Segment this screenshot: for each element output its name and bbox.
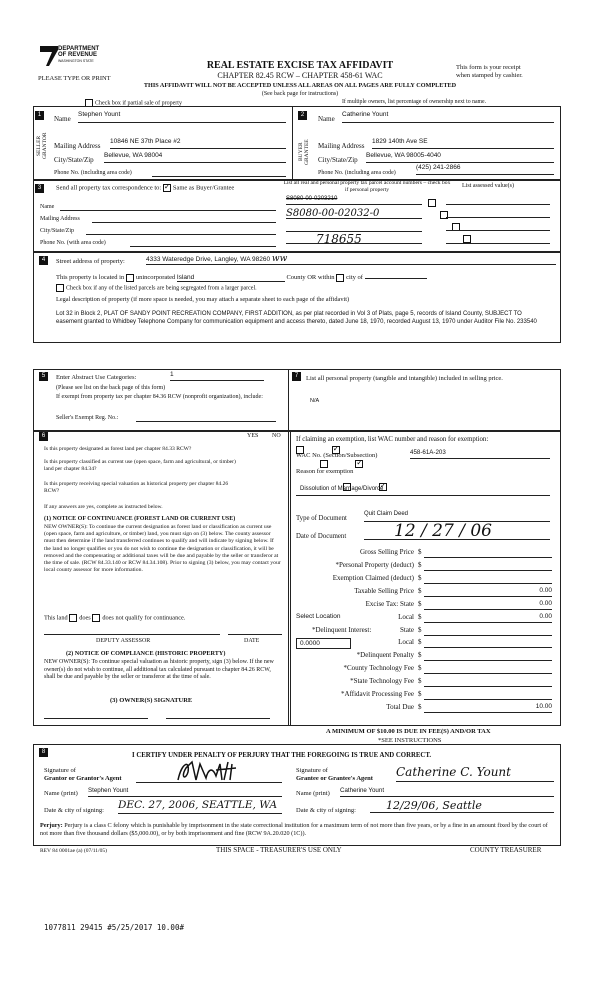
location-row: [56, 272, 427, 282]
parcel-row-4[interactable]: 718655: [286, 234, 422, 244]
exemption-claim-label: If claiming an exemption, list WAC number and reason for exemption:: [296, 436, 489, 443]
grantee-date-label: Date & city of signing:: [296, 807, 356, 814]
corr-mailing-field[interactable]: [92, 213, 276, 223]
fee-affidavit: [292, 690, 554, 701]
segregated-checkbox[interactable]: [56, 284, 64, 292]
buyer-phone-field[interactable]: (425) 241-2866: [416, 164, 554, 175]
perjury-text: Perjury is a class C felony which is punishable by imprisonment in the state correctional institution for a maximum term of not more than five years, or by a fine in an amount fixed by the court of not more than five thousand dollars ($5,000.00), or by both imprisonment and fine (RCW 9A.20.020 (1C)).: [40, 822, 548, 837]
this-land-label: This land: [44, 614, 68, 622]
wac-field[interactable]: 458-61A-203: [410, 449, 550, 459]
fee-total-dollar: $: [418, 703, 422, 711]
abstract-label: Enter Abstract Use Categories:: [56, 374, 137, 381]
reason-line: [296, 494, 550, 496]
question-forest: Is this property designated as forest land per chapter 84.33 RCW?: [44, 446, 192, 452]
fee-excise-state-dollar: $: [418, 600, 422, 608]
fee-total: [292, 703, 554, 714]
see-instructions: *SEE INSTRUCTIONS: [378, 737, 442, 744]
seller-mailing-label: Mailing Address: [54, 142, 101, 150]
parcel-row-2[interactable]: S8080-00-02032-0: [286, 208, 422, 219]
fee-state-tech-label: *State Technology Fee: [350, 677, 414, 685]
grantee-print-field[interactable]: Catherine Yount: [340, 787, 554, 797]
fee-exemption-label: Exemption Claimed (deduct): [332, 574, 414, 582]
fee-exemption-dollar: $: [418, 574, 422, 582]
section-7-badge: 7: [292, 372, 301, 381]
land-use-box: [33, 430, 291, 726]
fee-penalty: [292, 651, 554, 662]
grantor-signature: [172, 758, 252, 784]
buyer-city-label: City/State/Zip: [318, 156, 358, 164]
personal-property-label: List all personal property (tangible and intangible) included in selling price.: [306, 375, 503, 382]
assessed-header: List assessed value(s): [462, 183, 514, 189]
reason-value[interactable]: Dissolution of Marriage/Divorce: [300, 486, 384, 492]
seller-name-field[interactable]: Stephen Yount: [78, 111, 286, 123]
same-as-buyer-label: Same as Buyer/Grantee: [172, 184, 235, 192]
seller-name-label: Name: [54, 115, 71, 123]
fee-excise-state: [292, 600, 554, 611]
fee-penalty-dollar: $: [418, 651, 422, 659]
owner-sig-line-2[interactable]: [166, 712, 270, 719]
exempt-reg-label: Seller's Exempt Reg. No.:: [56, 415, 119, 421]
question-current-use: Is this property classified as current use (open space, farm and agricultural, or timber) land per chapter 84.34?: [44, 459, 236, 472]
does-label: does: [79, 614, 91, 622]
grantor-sig-label-2: Grantor or Grantor's Agent: [44, 775, 122, 782]
unincorporated-label: unincorporated: [135, 274, 176, 281]
qualify-row: [44, 614, 185, 622]
buyer-name-field[interactable]: Catherine Yount: [342, 111, 554, 123]
fee-delinquent-state-dollar: $: [418, 626, 422, 634]
grantor-date-field[interactable]: DEC. 27, 2006, SEATTLE, WA: [118, 798, 282, 814]
fee-county-tech-field[interactable]: [424, 664, 552, 674]
buyer-phone-label: Phone No. (including area code): [318, 170, 396, 176]
section-3-badge: 3: [35, 184, 44, 193]
answers-note: If any answers are yes, complete as instructed below.: [44, 504, 163, 510]
fee-delinquent-local: [292, 638, 554, 649]
grantee-print-label: Name (print): [296, 790, 330, 797]
fee-exemption-field[interactable]: [424, 574, 552, 584]
corr-mailing-label: Mailing Address: [40, 216, 80, 222]
partial-sale-label: Check box if partial sale of property: [95, 100, 182, 107]
parties-divider: [292, 106, 293, 179]
select-location-dropdown[interactable]: Select Location: [296, 613, 341, 620]
fee-gross-label: Gross Selling Price: [359, 548, 414, 556]
fee-local-label: Local: [398, 613, 414, 621]
form-number: REV 84 0001ae (a) (07/11/05): [40, 848, 107, 854]
fee-personal-dollar: $: [418, 561, 422, 569]
fee-delinquent-local-dollar: $: [418, 638, 422, 646]
corr-name-field[interactable]: [60, 201, 276, 211]
doc-date-field[interactable]: 12 / 27 / 06: [364, 522, 550, 540]
fee-delinquent-state-label: State: [400, 626, 414, 634]
assessed-row-3[interactable]: [446, 222, 550, 231]
street-value: 4333 Wateredge Drive, Langley, WA 98260: [146, 256, 271, 263]
fee-county-tech-label: *County Technology Fee: [343, 664, 414, 672]
continuance-text: NEW OWNER(S): To continue the current designation as forest land or classification as current use (open space, farm and agriculture, or timber) land, you must sign on (3) below. The county assessor must then determine if the land transferred continues to qualify and will indicate by signing below. If the land no longer qualifies or you do not wish to continue the designation or classification, it will be removed and the compensating or additional taxes will be due and payable by the seller or transferor at the time of sale. (RCW 84.33.140 or RCW 84.34.108). Prior to signing (3) below, you may contact your local county assessor for more information.: [44, 524, 281, 574]
fee-excise-state-field[interactable]: 0.00: [424, 600, 552, 610]
fee-personal-label: *Personal Property (deduct): [335, 561, 414, 569]
yes-header: YES: [247, 433, 259, 439]
grantee-date-field[interactable]: 12/29/06, Seattle: [370, 798, 554, 813]
agency-line1: DEPARTMENT: [58, 46, 100, 52]
compliance-text: NEW OWNER(S): To continue special valuation as historic property, sign (3) below. If the new owner(s) do not wish to continue, all additional tax calculated pursuant to chapter 84.26 RCW, shall be due and payable by the seller or transferor at the time of sale.: [44, 659, 274, 680]
buyer-side-label: BUYER GRANTEE: [298, 139, 310, 165]
city-of-checkbox[interactable]: [336, 274, 344, 282]
grantor-date-label: Date & city of signing:: [44, 807, 104, 814]
fee-total-label: Total Due: [386, 703, 414, 711]
section-6-badge: 6: [39, 432, 48, 441]
wac-label: WAC No. (Section/Subsection): [296, 452, 378, 459]
abstract-field[interactable]: 1: [170, 371, 264, 381]
deputy-sig-line[interactable]: [44, 628, 220, 635]
segregated-row: [56, 284, 257, 292]
perjury-title: Perjury:: [40, 822, 63, 829]
grantor-sig-label-1: Signature of: [44, 767, 76, 774]
delinquent-interest-label: *Delinquent Interest:: [312, 626, 372, 634]
grantor-signature-field[interactable]: [136, 772, 282, 783]
same-as-buyer-checkbox[interactable]: [163, 184, 171, 192]
fee-delinquent-local-label: Local: [398, 638, 414, 646]
deputy-date-label: DATE: [244, 638, 260, 644]
parcel-row-3[interactable]: [286, 222, 422, 232]
section-4-badge: 4: [39, 256, 48, 265]
deputy-label: DEPUTY ASSESSOR: [96, 638, 151, 644]
form-chapter: CHAPTER 82.45 RCW – CHAPTER 458-61 WAC: [217, 71, 383, 80]
recording-stamp: 1077811 29415 #5/25/2017 10.00#: [44, 923, 184, 932]
fee-total-field[interactable]: 10.00: [424, 703, 552, 713]
fee-local-dollar: $: [418, 613, 422, 621]
seller-side-label: SELLER GRANTOR: [36, 132, 48, 160]
city-of-label: city of: [346, 274, 363, 281]
seller-phone-label: Phone No. (including area code): [54, 170, 132, 176]
treasurer-space: THIS SPACE - TREASURER'S USE ONLY: [216, 846, 342, 854]
fee-state-tech-dollar: $: [418, 677, 422, 685]
interest-rate-box[interactable]: 0.0000: [296, 638, 351, 649]
question-historic: Is this property receiving special valuation as historical property per chapter 84.26 RCW?: [44, 481, 229, 494]
no-header: NO: [272, 433, 281, 439]
fee-taxable-label: Taxable Selling Price: [354, 587, 414, 595]
fee-local: [292, 613, 554, 624]
grantee-sig-label-1: Signature of: [296, 767, 328, 774]
parcel-row-1[interactable]: S8080-00-0203210: [286, 196, 422, 205]
county-treasurer: COUNTY TREASURER: [470, 846, 542, 854]
city-of-field[interactable]: [365, 272, 427, 279]
parcel-header: List all real and personal property tax parcel account numbers – check box if personal property: [283, 180, 451, 193]
fee-gross-dollar: $: [418, 548, 422, 556]
parcel-1-checkbox[interactable]: [428, 199, 436, 207]
fee-penalty-field[interactable]: [424, 651, 552, 661]
fee-penalty-label: *Delinquent Penalty: [356, 651, 414, 659]
section-2-badge: 2: [298, 111, 307, 120]
correspondence-label-row: [56, 184, 234, 192]
segregated-label: Check box if any of the listed parcels are being segregated from a larger parcel.: [66, 285, 257, 292]
multiple-owners-note: If multiple owners, list percentage of ownership next to name.: [342, 99, 487, 105]
back-page-note: (See back page for instructions): [261, 91, 339, 97]
street-extra: ww: [271, 254, 288, 264]
abstract-note-2: If exempt from property tax per chapter 84.36 RCW (nonprofit organization), include:: [56, 394, 263, 400]
fee-excise-state-label: Excise Tax: State: [365, 600, 414, 608]
buyer-name-label: Name: [318, 115, 335, 123]
doc-type-field[interactable]: Quit Claim Deed: [364, 511, 550, 522]
fee-affidavit-field[interactable]: [424, 690, 552, 700]
grantor-print-field[interactable]: Stephen Yount: [88, 787, 282, 797]
form-title: REAL ESTATE EXCISE TAX AFFIDAVIT: [206, 60, 394, 71]
owner-sig-title: (3) OWNER(S) SIGNATURE: [110, 697, 193, 704]
fee-gross: [292, 548, 554, 559]
county-field[interactable]: Island: [177, 274, 285, 282]
assessed-row-4[interactable]: [446, 235, 550, 244]
fee-county-tech: [292, 664, 554, 675]
perjury-note: [40, 822, 554, 838]
fee-affidavit-label: *Affidavit Processing Fee: [341, 690, 414, 698]
legal-label: Legal description of property (if more space is needed, you may attach a separate sheet to each page of the affidavit): [56, 296, 350, 303]
fee-delinquent-interest: [292, 626, 554, 637]
does-checkbox[interactable]: [69, 614, 77, 622]
fee-state-tech: [292, 677, 554, 688]
seller-phone-field[interactable]: [152, 166, 286, 177]
grantee-sig-label-2: Grantee or Grantee's Agent: [296, 775, 373, 782]
corr-city-label: City/State/Zip: [40, 228, 74, 234]
seller-city-field[interactable]: Bellevue, WA 98004: [104, 152, 286, 163]
fee-exemption: [292, 574, 554, 585]
legal-description: Lot 32 in Block 2, PLAT OF SANDY POINT RECREATION COMPANY, FIRST ADDITION, as per plat recorded in Vol 3 of Plats, page 5, records of Island County, SUBJECT TO easement granted to Whidbey Telephone Company for communication equipment and access thereto, dated June 18, 1970, recorded August 13, 1970 under Auditor File No. 233540: [56, 311, 537, 325]
seller-city-label: City/State/Zip: [54, 156, 94, 164]
fee-county-tech-dollar: $: [418, 664, 422, 672]
doc-type-label: Type of Document: [296, 515, 347, 522]
section-1-badge: 1: [35, 111, 44, 120]
personal-property-value[interactable]: N/A: [310, 398, 320, 404]
fee-taxable-dollar: $: [418, 587, 422, 595]
within-label: within: [317, 274, 335, 281]
compliance-title: (2) NOTICE OF COMPLIANCE (HISTORIC PROPERTY): [66, 650, 226, 657]
county-label: County OR: [286, 274, 317, 281]
receipt-note-1: This form is your receipt: [456, 64, 521, 71]
owner-sig-line-1[interactable]: [44, 712, 148, 719]
section-8-badge: 8: [39, 748, 48, 757]
assessed-row-1[interactable]: [446, 196, 550, 205]
abstract-note-1: (Please see list on the back page of this form): [56, 385, 166, 391]
certify-statement: I CERTIFY UNDER PENALTY OF PERJURY THAT THE FOREGOING IS TRUE AND CORRECT.: [132, 752, 432, 759]
fee-personal-field[interactable]: [424, 561, 552, 571]
fee-taxable-field[interactable]: 0.00: [424, 587, 552, 597]
assessed-row-2[interactable]: [446, 209, 550, 218]
warning-line: THIS AFFIDAVIT WILL NOT BE ACCEPTED UNLESS ALL AREAS ON ALL PAGES ARE FULLY COMPLETED: [143, 82, 457, 89]
fee-taxable: [292, 587, 554, 598]
located-in-label: This property is located in: [56, 274, 125, 281]
agency-line2: OF REVENUE: [58, 52, 98, 58]
street-label: Street address of property:: [56, 258, 125, 265]
deputy-date-line[interactable]: [228, 628, 282, 635]
fee-local-field[interactable]: 0.00: [424, 613, 552, 623]
fee-affidavit-dollar: $: [418, 690, 422, 698]
fee-delinquent-state-field[interactable]: [424, 626, 552, 636]
buyer-mailing-label: Mailing Address: [318, 142, 365, 150]
current-use-no-checkbox[interactable]: [355, 460, 363, 468]
continuance-title: (1) NOTICE OF CONTINUANCE (FOREST LAND OR CURRENT USE): [44, 516, 236, 522]
fee-state-tech-field[interactable]: [424, 677, 552, 687]
exempt-reg-field[interactable]: [136, 414, 276, 422]
section-5-badge: 5: [39, 372, 48, 381]
grantor-print-label: Name (print): [44, 790, 78, 797]
seller-mailing-field[interactable]: 10846 NE 37th Place #2: [110, 138, 286, 149]
grantee-signature-field[interactable]: Catherine C. Yount: [396, 764, 554, 782]
correspondence-label: Send all property tax correspondence to:: [56, 184, 162, 192]
agency-line3: WASHINGTON STATE: [58, 59, 94, 63]
qualify-label: qualify for continuance.: [125, 614, 186, 622]
fee-personal: [292, 561, 554, 572]
does-not-label: does not: [102, 614, 124, 622]
unincorporated-checkbox[interactable]: [126, 274, 134, 282]
corr-city-field[interactable]: [86, 225, 276, 235]
reason-label: Reason for exemption: [296, 468, 354, 475]
does-not-checkbox[interactable]: [92, 614, 100, 622]
print-note: PLEASE TYPE OR PRINT: [38, 75, 111, 82]
abstract-divider: [288, 369, 289, 430]
buyer-city-field[interactable]: Bellevue, WA 98005-4040: [366, 152, 554, 163]
corr-phone-label: Phone No. (with area code): [40, 240, 106, 246]
fee-delinquent-local-field[interactable]: [424, 638, 552, 648]
minimum-note: A MINIMUM OF $10.00 IS DUE IN FEE(S) AND/OR TAX: [326, 728, 491, 735]
doc-date-label: Date of Document: [296, 533, 347, 540]
corr-name-label: Name: [40, 204, 55, 210]
fee-gross-field[interactable]: [424, 548, 552, 558]
street-field[interactable]: [146, 254, 556, 265]
receipt-note-2: when stamped by cashier.: [456, 72, 523, 79]
corr-phone-field[interactable]: [130, 237, 276, 247]
buyer-mailing-field[interactable]: 1829 140th Ave SE: [372, 138, 554, 149]
